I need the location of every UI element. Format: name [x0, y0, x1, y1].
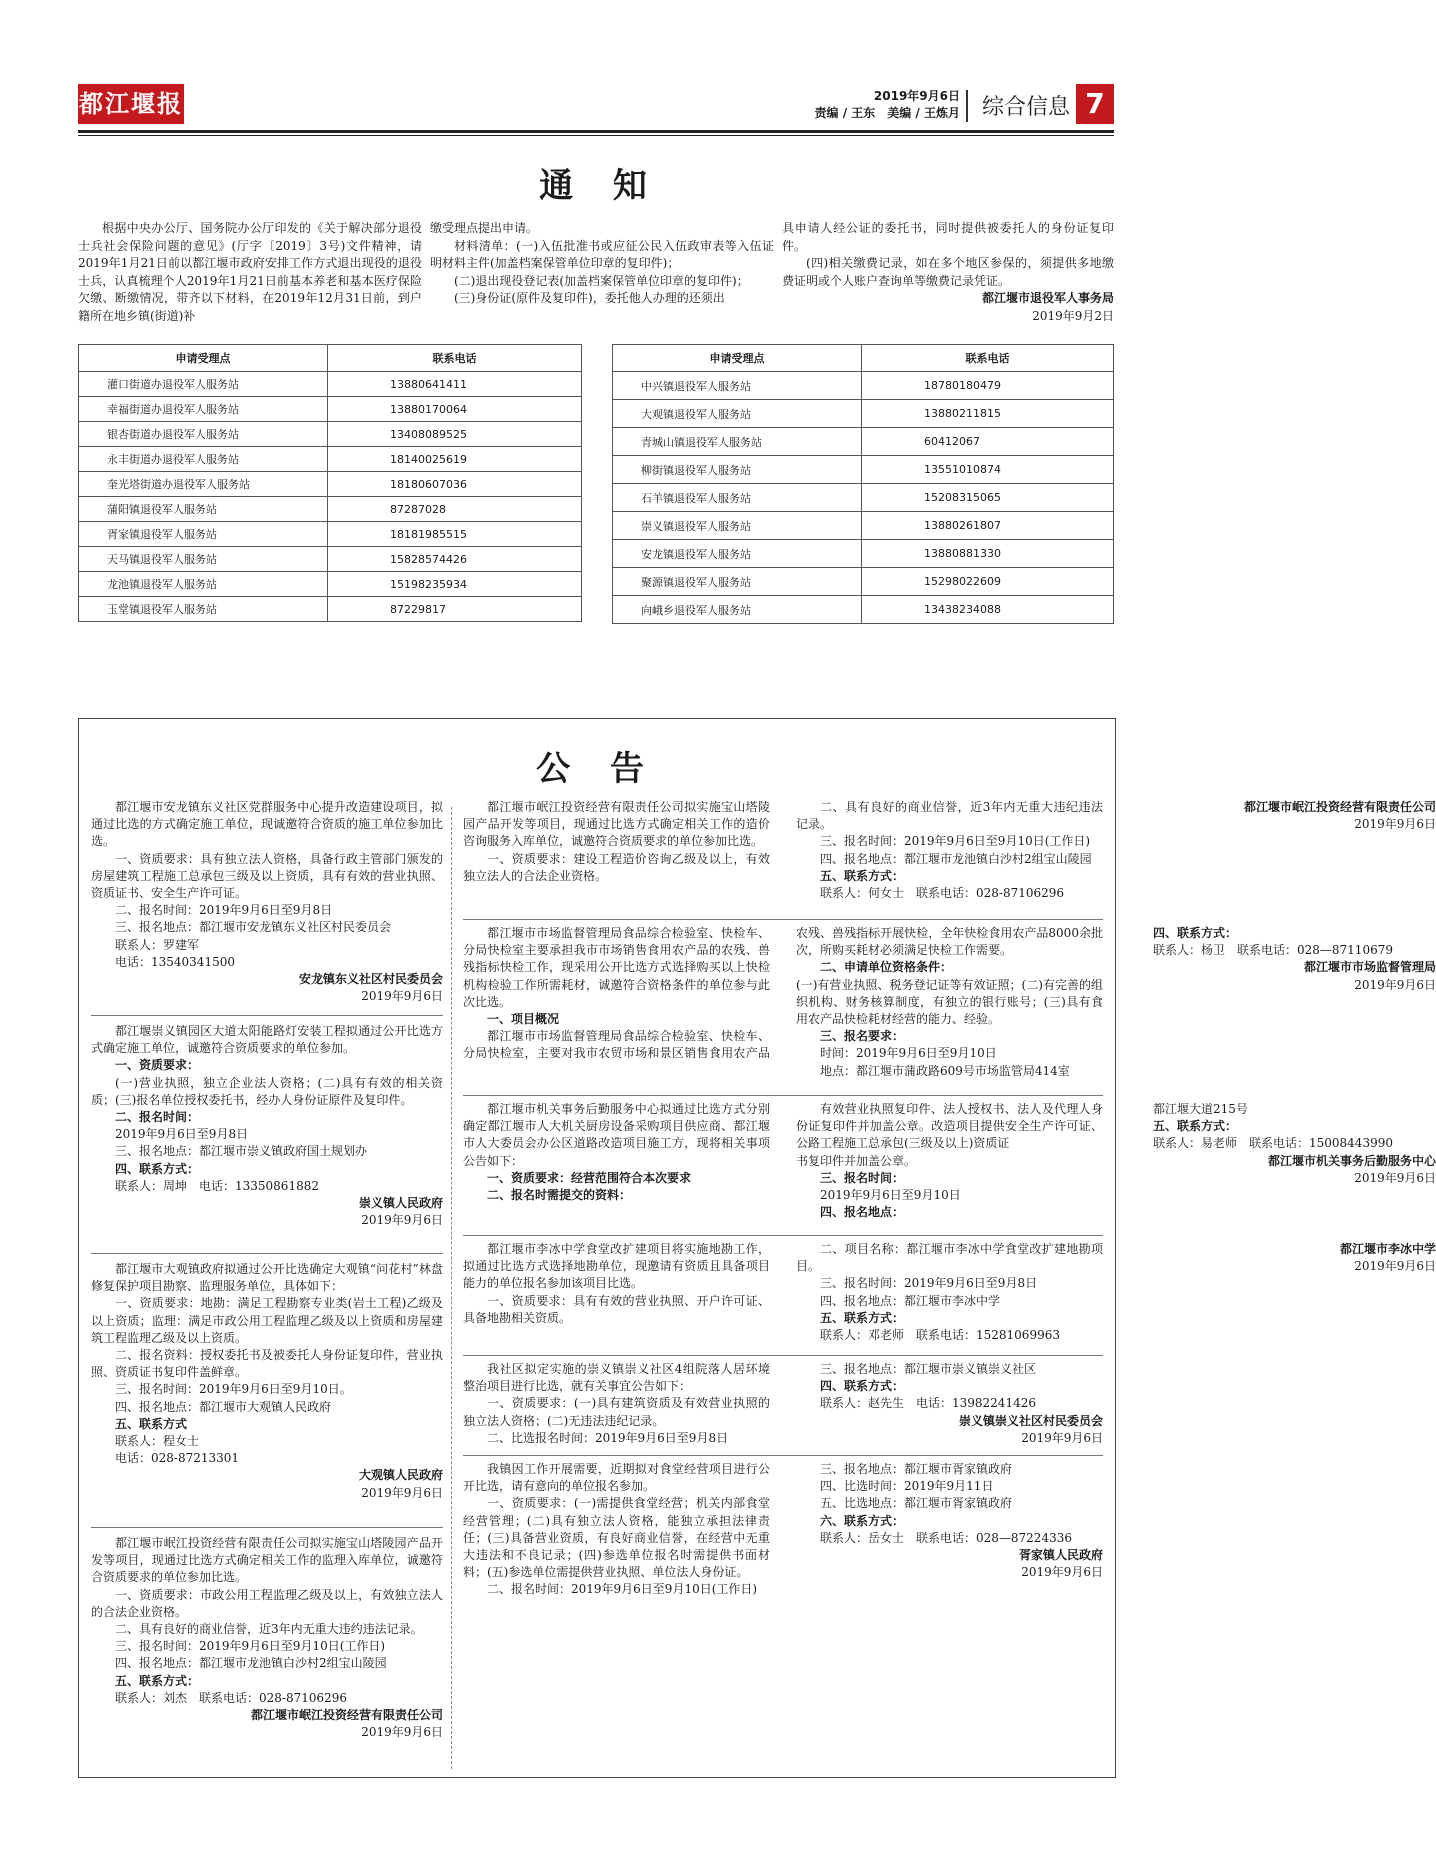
announcement-title: 公 告 — [536, 749, 658, 789]
station-phone: 13880641411 — [328, 372, 582, 397]
ann-text: 一、资质要求：具有有效的营业执照、开户许可证、具备地勘相关资质。 — [463, 1293, 770, 1325]
ann-text: 地点：都江堰市蒲政路609号市场监管局414室 — [820, 1063, 1070, 1078]
announcement-minjiang-supervision — [91, 1535, 443, 1741]
ann-text: 联系人：周坤 电话：13350861882 — [115, 1178, 319, 1193]
ann-text: 有效营业执照复印件、法人授权书、法人及代理人身份证复印件并加盖公章。改造项目提供安全生产许可证、公路工程施工总承包(三级及以上)资质证 — [796, 1102, 1103, 1151]
notice-title: 通 知 — [539, 166, 661, 206]
station-phone: 87229817 — [328, 597, 582, 622]
notice-col-1 — [78, 220, 422, 325]
station-name: 龙池镇退役军人服务站 — [79, 572, 328, 597]
ann-text: 都江堰市安龙镇东义社区党群服务中心提升改造建设项目，拟通过比选的方式确定施工单位，现诚邀符合资质的施工单位参加比选。 — [91, 800, 443, 849]
ann-date: 2019年9月6日 — [1354, 817, 1436, 832]
ann-text: 四、联系方式： — [115, 1161, 200, 1176]
ann-text: 我镇因工作开展需要，近期拟对食堂经营项目进行公开比选，请有意向的单位报名参加。 — [463, 1462, 770, 1494]
station-name: 奎光塔街道办退役军人服务站 — [79, 472, 328, 497]
service-station-table-left — [78, 344, 582, 622]
ann-text: 五、联系方式： — [1153, 1119, 1238, 1134]
station-phone: 18180607036 — [328, 472, 582, 497]
notice-date: 2019年9月2日 — [1032, 308, 1114, 323]
ann-text: 都江堰崇义镇园区大道太阳能路灯安装工程拟通过公开比选方式确定施工单位，诚邀符合资质要求的单位参加。 — [91, 1024, 443, 1056]
ann-text: 三、报名地点：都江堰市崇义镇政府国土规划办 — [115, 1144, 368, 1159]
table-row — [79, 447, 582, 472]
station-name: 崇义镇退役军人服务站 — [613, 512, 862, 540]
ann-text: 一、资质要求： — [115, 1058, 200, 1073]
ann-text: 三、报名时间：2019年9月6日至9月10日(工作日) — [115, 1639, 386, 1654]
announcement-chongyi-lights — [91, 1023, 443, 1229]
table-row — [79, 547, 582, 572]
table-row — [79, 597, 582, 622]
editors: 责编 / 王东 美编 / 王炼月 — [814, 106, 960, 120]
announcement-chongyi-community — [463, 1361, 1103, 1453]
ann-signature: 都江堰市机关事务后勤服务中心 — [1267, 1153, 1436, 1168]
notice-paragraph: 缴受理点提出申请。 — [430, 221, 539, 235]
announcement-libing-school — [463, 1241, 1436, 1353]
separator — [463, 1235, 1103, 1236]
station-name: 胥家镇退役军人服务站 — [79, 522, 328, 547]
table-row — [613, 568, 1114, 596]
ann-text: 书复印件并加盖公章。 — [796, 1153, 917, 1168]
station-name: 玉堂镇退役军人服务站 — [79, 597, 328, 622]
ann-text: 联系人：罗建军 — [115, 937, 200, 952]
table-row — [79, 372, 582, 397]
station-name: 蒲阳镇退役军人服务站 — [79, 497, 328, 522]
station-name: 青城山镇退役军人服务站 — [613, 428, 862, 456]
ann-text: 一、资质要求：建设工程造价咨询乙级及以上，有效独立法人的合法企业资格。 — [463, 851, 770, 883]
issue-info — [815, 88, 960, 122]
ann-text: 都江堰市李冰中学食堂改扩建项目将实施地勘工作，拟通过比选方式选择地勘单位，现邀请有资质且具备项目能力的单位报名参加该项目比选。 — [463, 1242, 770, 1291]
ann-signature: 都江堰市市场监督管理局 — [1303, 960, 1436, 975]
notice-paragraph: (二)退出现役登记表(加盖档案保管单位印章的复印件)； — [454, 273, 749, 288]
ann-text: 都江堰大道215号 — [1153, 1102, 1248, 1116]
ann-text: 电话：028-87213301 — [115, 1451, 240, 1466]
newspaper-logo: 都江堰报 — [78, 84, 184, 124]
separator — [91, 1527, 443, 1528]
ann-signature: 胥家镇人民政府 — [1018, 1548, 1103, 1563]
station-phone: 60412067 — [862, 428, 1114, 456]
station-phone: 13408089525 — [328, 422, 582, 447]
ann-text: 一、资质要求：经营范围符合本次要求 — [487, 1170, 692, 1185]
ann-text: 四、比选时间：2019年9月11日 — [820, 1479, 994, 1494]
station-name: 大观镇退役军人服务站 — [613, 400, 862, 428]
ann-text: 二、具有良好的商业信誉，近3年内无重大违纪违法记录。 — [796, 800, 1103, 832]
station-name: 天马镇退役军人服务站 — [79, 547, 328, 572]
ann-text: 联系人：杨卫 联系电话：028—87110679 — [1153, 943, 1393, 958]
station-name: 银杏街道办退役军人服务站 — [79, 422, 328, 447]
ann-text: 四、联系方式： — [820, 1379, 905, 1394]
separator — [463, 1355, 1103, 1356]
station-phone: 15198235934 — [328, 572, 582, 597]
station-name: 永丰街道办退役军人服务站 — [79, 447, 328, 472]
announcement-logistics-center — [463, 1101, 1436, 1233]
header-phone: 联系电话 — [862, 345, 1114, 372]
ann-text: 都江堰市大观镇政府拟通过公开比选确定大观镇“问花村”林盘修复保护项目勘察、监理服务单位，具体如下： — [91, 1262, 443, 1294]
ann-text: (一)营业执照，独立企业法人资格；(二)具有有效的相关资质；(三)报名单位授权委托书，经办人身份证原件及复印件。 — [91, 1075, 443, 1107]
ann-text: 三、报名地点：都江堰市安龙镇东义社区村民委员会 — [115, 920, 392, 935]
ann-text: 一、资质要求：市政公用工程监理乙级及以上，有效独立法人的合法企业资格。 — [91, 1587, 443, 1619]
table-row — [613, 372, 1114, 400]
station-phone: 13438234088 — [862, 596, 1114, 624]
ann-text: 都江堰市市场监督管理局食品综合检验室、快检车、分局快检室，主要对我市农贸市场和景区销售食用农产品农残、兽残指标开展快检，全年快检食用农产品8000余批次，所购买耗材必须满足快检工作需要。 — [463, 926, 1103, 1061]
station-phone: 13880211815 — [862, 400, 1114, 428]
table-row — [613, 484, 1114, 512]
ann-text: 联系人：岳女士 联系电话：028—87224336 — [820, 1530, 1072, 1545]
ann-signature: 都江堰市岷江投资经营有限责任公司 — [1243, 800, 1436, 814]
separator — [91, 1015, 443, 1016]
station-name: 中兴镇退役军人服务站 — [613, 372, 862, 400]
ann-text: 二、报名时间：2019年9月6日至9月8日 — [115, 903, 333, 918]
ann-text: 一、资质要求：(一)需提供食堂经营；机关内部食堂经营管理；(二)具有独立法人资格，能独立承担法律责任；(三)具备营业资质，有良好商业信誉，在经营中无重大违法和不良记录；(四)参选单位报名时需提供书面材料；(五)参选单位需提供营业执照、单位法人身份证。 — [463, 1496, 770, 1580]
announcement-daguan — [91, 1261, 443, 1502]
ann-text: 六、联系方式： — [820, 1513, 905, 1528]
notice-paragraph: 具申请人经公证的委托书，同时提供被委托人的身份证复印件。 — [782, 221, 1114, 253]
ann-text: 二、报名时需提交的资料： — [487, 1188, 632, 1203]
ann-text: 二、报名时间： — [115, 1110, 200, 1125]
header-divider — [966, 90, 968, 122]
station-phone: 18181985515 — [328, 522, 582, 547]
ann-text: 二、申请单位资格条件： — [820, 960, 953, 975]
ann-text: 二、报名时间：2019年9月6日至9月10日(工作日) — [487, 1582, 758, 1597]
ann-text: 三、报名时间：2019年9月6日至9月10日。 — [115, 1382, 352, 1397]
announcement-anlong — [91, 799, 443, 1005]
ann-text: 五、联系方式 — [115, 1416, 188, 1431]
ann-date: 2019年9月6日 — [1021, 1430, 1103, 1445]
station-name: 灌口街道办退役军人服务站 — [79, 372, 328, 397]
ann-text: 二、报名资料：授权委托书及被委托人身份证复印件，营业执照、资质证书复印件盖鲜章。 — [91, 1348, 443, 1380]
header-phone: 联系电话 — [328, 345, 582, 372]
table-row — [613, 456, 1114, 484]
station-phone: 13880261807 — [862, 512, 1114, 540]
station-phone: 87287028 — [328, 497, 582, 522]
table-header-row — [79, 345, 582, 372]
ann-signature: 都江堰市岷江投资经营有限责任公司 — [250, 1708, 443, 1723]
ann-signature: 崇义镇崇义社区村民委员会 — [958, 1413, 1103, 1428]
ann-text: 2019年9月6日至9月8日 — [115, 1127, 249, 1142]
announcement-xujia — [463, 1461, 1103, 1601]
ann-date: 2019年9月6日 — [1354, 1170, 1436, 1185]
ann-text: 四、报名地点： — [820, 1205, 905, 1220]
header-rule-thin — [78, 135, 1114, 136]
ann-text: 时间：2019年9月6日至9月10日 — [820, 1046, 997, 1061]
station-name: 聚源镇退役军人服务站 — [613, 568, 862, 596]
masthead — [78, 84, 1114, 130]
ann-text: 四、报名地点：都江堰市李冰中学 — [820, 1293, 1001, 1308]
announcement-box — [78, 718, 1436, 1778]
ann-text: 联系人：赵先生 电话：13982241426 — [820, 1396, 1036, 1411]
header-place: 申请受理点 — [613, 345, 862, 372]
ann-text: 三、报名时间： — [820, 1170, 905, 1185]
ann-text: 一、资质要求：(一)具有建筑资质及有效营业执照的独立法人资格；(二)无违法违纪记录。 — [463, 1396, 770, 1428]
notice-paragraph: 根据中央办公厅、国务院办公厅印发的《关于解决部分退役士兵社会保险问题的意见》(厅字〔2019〕3号)文件精神，请2019年1月21日前以都江堰市政府安排工作方式退出现役的退役士兵，认真梳理个人2019年1月21日前基本养老和基本医疗保险欠缴、断缴情况，带齐以下材料，在2019年12月31日前，到户籍所在地乡镇(街道)补 — [78, 221, 422, 323]
ann-signature: 大观镇人民政府 — [358, 1468, 443, 1483]
station-phone: 13880881330 — [862, 540, 1114, 568]
table-row — [79, 522, 582, 547]
notice-col-2 — [430, 220, 774, 308]
station-phone: 15828574426 — [328, 547, 582, 572]
table-header-row — [613, 345, 1114, 372]
station-name: 柳街镇退役军人服务站 — [613, 456, 862, 484]
separator — [463, 1095, 1103, 1096]
ann-text: 四、报名地点：都江堰市龙池镇白沙村2组宝山陵园 — [115, 1656, 387, 1671]
ann-text: 联系人：易老师 联系电话：15008443990 — [1153, 1136, 1393, 1151]
ann-text: 二、具有良好的商业信誉，近3年内无重大违约违法记录。 — [115, 1622, 423, 1637]
ann-date: 2019年9月6日 — [361, 1725, 443, 1740]
ann-text: 五、联系方式： — [820, 1310, 905, 1325]
ann-text: 电话：13540341500 — [115, 954, 235, 969]
station-phone: 13880170064 — [328, 397, 582, 422]
ann-text: 五、比选地点：都江堰市胥家镇政府 — [820, 1496, 1013, 1511]
station-phone: 15298022609 — [862, 568, 1114, 596]
ann-date: 2019年9月6日 — [1354, 1259, 1436, 1274]
station-name: 安龙镇退役军人服务站 — [613, 540, 862, 568]
ann-text: 四、报名地点：都江堰市大观镇人民政府 — [115, 1399, 332, 1414]
ann-text: 联系人：程女士 — [115, 1434, 200, 1449]
ann-text: 五、联系方式： — [820, 868, 905, 883]
ann-text: 我社区拟定实施的崇义镇崇义社区4组院落人居环境整治项目进行比选，就有关事宜公告如下： — [463, 1362, 770, 1394]
ann-text: (一)有营业执照、税务登记证等有效证照；(二)有完善的组织机构、财务核算制度，有独立的银行账号；(三)具有食用农产品快检耗材经营的能力、经验。 — [796, 977, 1103, 1027]
ann-date: 2019年9月6日 — [1354, 977, 1436, 992]
announcement-market-supervision — [463, 925, 1436, 1093]
ann-text: 一、资质要求：地勘：满足工程勘察专业类(岩土工程)乙级及以上资质；监理：满足市政公用工程监理乙级及以上资质和房屋建筑工程监理乙级及以上资质。 — [91, 1296, 443, 1345]
table-row — [613, 400, 1114, 428]
station-name: 石羊镇退役军人服务站 — [613, 484, 862, 512]
ann-text: 都江堰市岷江投资经营有限责任公司拟实施宝山塔陵园产品开发等项目，现通过比选方式确定相关工作的造价咨询服务入库单位，诚邀符合资质要求的单位参加比选。 — [463, 800, 770, 849]
ann-text: 都江堰市岷江投资经营有限责任公司拟实施宝山塔陵园产品开发等项目，现通过比选方式确定相关工作的监理入库单位，诚邀符合资质要求的单位参加比选。 — [91, 1536, 443, 1585]
ann-text: 一、项目概况 — [487, 1012, 560, 1027]
header-place: 申请受理点 — [79, 345, 328, 372]
ann-signature: 安龙镇东义社区村民委员会 — [298, 972, 443, 987]
header-rule — [78, 130, 1114, 133]
column-divider — [451, 807, 452, 1769]
table-row — [613, 540, 1114, 568]
table-row — [79, 472, 582, 497]
ann-text: 三、报名地点：都江堰市崇义镇崇义社区 — [820, 1362, 1037, 1376]
table-row — [79, 422, 582, 447]
notice-paragraph: (四)相关缴费记录，如在多个地区参保的，须提供多地缴费证明或个人账户查询单等缴费记录凭证。 — [782, 256, 1114, 288]
ann-date: 2019年9月6日 — [1021, 1565, 1103, 1580]
station-name: 向峨乡退役军人服务站 — [613, 596, 862, 624]
ann-text: 四、报名地点：都江堰市龙池镇白沙村2组宝山陵园 — [820, 851, 1092, 866]
ann-signature: 都江堰市李冰中学 — [1339, 1242, 1436, 1256]
page-number: 7 — [1076, 84, 1114, 124]
station-phone: 18140025619 — [328, 447, 582, 472]
ann-text: 联系人：何女士 联系电话：028-87106296 — [820, 886, 1065, 901]
announcement-minjiang-cost — [463, 799, 1436, 917]
table-row — [613, 596, 1114, 624]
station-phone: 18780180479 — [862, 372, 1114, 400]
separator — [463, 1455, 1103, 1456]
separator — [463, 919, 1103, 920]
separator — [91, 1253, 443, 1254]
service-station-table-right — [612, 344, 1114, 624]
station-phone: 15208315065 — [862, 484, 1114, 512]
table-row — [79, 572, 582, 597]
ann-date: 2019年9月6日 — [361, 1485, 443, 1500]
table-row — [79, 497, 582, 522]
section-name: 综合信息 — [981, 95, 1070, 120]
ann-text: 都江堰市机关事务后勤服务中心拟通过比选方式分别确定都江堰市人大机关厨房设备采购项目供应商、都江堰市人大委员会办公区道路改造项目施工方，现将相关事项公告如下： — [463, 1102, 770, 1168]
station-name: 幸福街道办退役军人服务站 — [79, 397, 328, 422]
ann-text: 三、报名时间：2019年9月6日至9月10日(工作日) — [820, 834, 1091, 849]
table-row — [79, 397, 582, 422]
ann-text: 2019年9月6日至9月10日 — [820, 1188, 961, 1203]
ann-text: 三、报名地点：都江堰市胥家镇政府 — [820, 1462, 1013, 1476]
ann-text: 四、联系方式： — [1153, 926, 1238, 940]
issue-date: 2019年9月6日 — [873, 89, 960, 103]
ann-text: 三、报名时间：2019年9月6日至9月8日 — [820, 1276, 1038, 1291]
notice-col-3 — [782, 220, 1114, 325]
notice-paragraph: (三)身份证(原件及复印件)，委托他人办理的还须出 — [454, 291, 725, 305]
ann-date: 2019年9月6日 — [361, 1213, 443, 1228]
table-row — [613, 428, 1114, 456]
ann-text: 三、报名要求： — [820, 1029, 905, 1044]
notice-paragraph: 材料清单：(一)入伍批准书或应征公民入伍政审表等入伍证明材料主件(加盖档案保管单位印章的复印件)； — [430, 238, 774, 270]
ann-text: 联系人：刘杰 联系电话：028-87106296 — [115, 1690, 348, 1705]
ann-text: 二、比选报名时间：2019年9月6日至9月8日 — [487, 1430, 729, 1445]
ann-text: 一、资质要求：具有独立法人资格，具备行政主管部门颁发的房屋建筑工程施工总承包三级及以上资质，具有有效的营业执照、资质证书、安全生产许可证。 — [91, 851, 443, 901]
ann-text: 联系人：邓老师 联系电话：15281069963 — [820, 1328, 1060, 1343]
station-phone: 13551010874 — [862, 456, 1114, 484]
ann-text: 都江堰市市场监督管理局食品综合检验室、快检车、分局快检室主要承担我市市场销售食用农产品的农残、兽残指标快检工作，现采用公开比选方式选择购买以上快检机构检验工作所需耗材，诚邀符合资格条件的单位参与此次比选。 — [463, 926, 770, 1009]
ann-text: 二、项目名称：都江堰市李冰中学食堂改扩建地勘项目。 — [796, 1242, 1103, 1274]
notice-signature: 都江堰市退役军人事务局 — [981, 291, 1114, 305]
ann-date: 2019年9月6日 — [361, 989, 443, 1004]
ann-text: 五、联系方式： — [115, 1673, 200, 1688]
ann-signature: 崇义镇人民政府 — [358, 1196, 443, 1211]
table-row — [613, 512, 1114, 540]
